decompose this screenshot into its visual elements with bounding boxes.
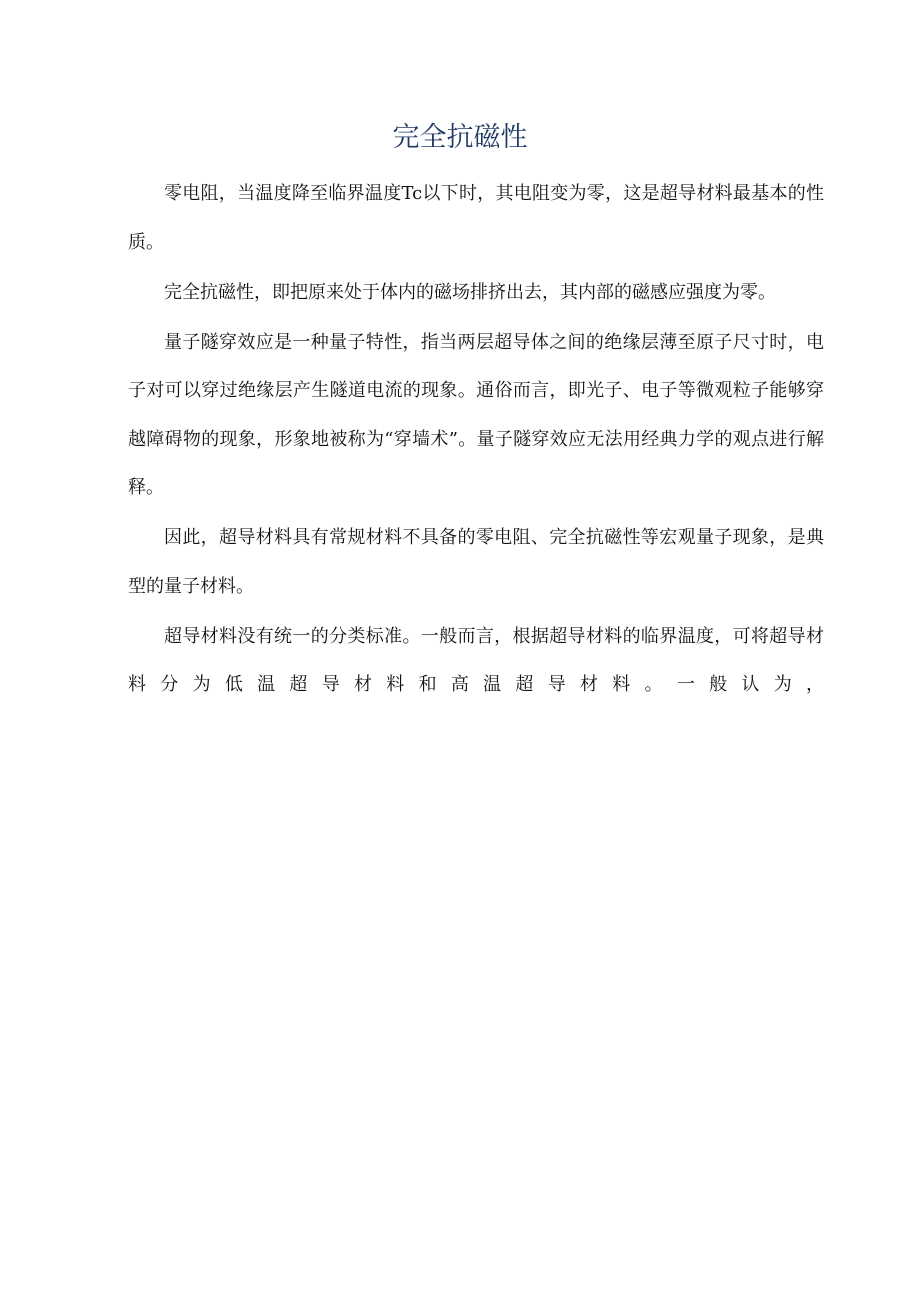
paragraph-diamagnetism: 完全抗磁性，即把原来处于体内的磁场排挤出去，其内部的磁感应强度为零。: [164, 281, 776, 303]
paragraph-classification: 超导材料没有统一的分类标准。一般而言，根据超导材料的临界温度，可将超导材料分为低温超导材料和高温超导材料。一般认为，: [128, 625, 824, 695]
document-body: [128, 170, 824, 711]
document-title: 完全抗磁性: [392, 122, 528, 153]
paragraph-zero-resistance: 零电阻，当温度降至临界温度Tc以下时，其电阻变为零，这是超导材料最基本的性质。: [128, 183, 824, 253]
paragraph-quantum-material: 因此，超导材料具有常规材料不具备的零电阻、完全抗磁性等宏观量子现象，是典型的量子材料。: [128, 527, 824, 597]
paragraph-quantum-tunneling: 量子隧穿效应是一种量子特性，指当两层超导体之间的绝缘层薄至原子尺寸时，电子对可以穿过绝缘层产生隧道电流的现象。通俗而言，即光子、电子等微观粒子能够穿越障碍物的现象，形象地被称为“穿墙术”。量子隧穿效应无法用经典力学的观点进行解释。: [128, 331, 824, 498]
